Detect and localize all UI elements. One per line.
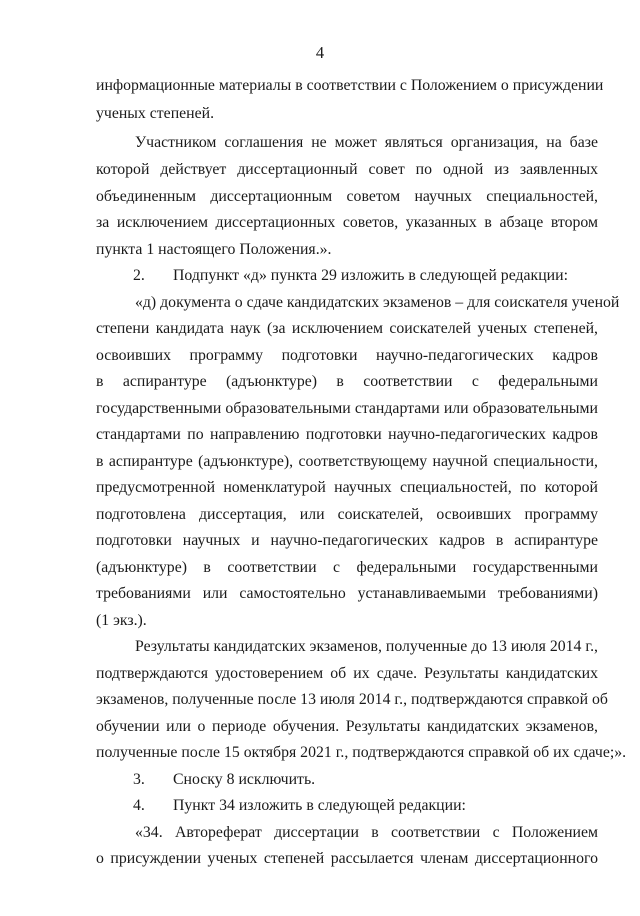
- text-line: подготовки научных и научно-педагогических кадров в аспирантуре: [96, 532, 598, 549]
- text-line: за исключением диссертационных советов, указанных в абзаце втором: [96, 214, 598, 231]
- text-line: подтверждаются удостоверением об их сдаче. Результаты кандидатских: [96, 665, 598, 682]
- text-line: пункта 1 настоящего Положения.».: [96, 241, 332, 258]
- item-number: 4.: [133, 797, 145, 814]
- text-line: государственными образовательными стандартами или образовательными: [96, 400, 598, 417]
- text-line: степени кандидата наук (за исключением соискателей ученых степеней,: [96, 320, 598, 337]
- text-line: в аспирантуре (адъюнктуре), соответствующему научной специальности,: [96, 453, 598, 470]
- text-line: предусмотренной номенклатурой научных специальностей, по которой: [96, 479, 598, 496]
- item-number: 3.: [133, 771, 145, 788]
- item-text: Сноску 8 исключить.: [173, 771, 316, 788]
- text-line: в аспирантуре (адъюнктуре) в соответствии с федеральными: [96, 373, 598, 390]
- text-line: полученные после 15 октября 2021 г., подтверждаются справкой об их сдаче;».: [96, 744, 627, 761]
- text-line: «34. Автореферат диссертации в соответствии с Положением: [135, 824, 598, 841]
- text-line: освоивших программу подготовки научно-педагогических кадров: [96, 347, 598, 364]
- text-line: Результаты кандидатских экзаменов, полученные до 13 июля 2014 г.,: [135, 638, 598, 655]
- text-line: Участником соглашения не может являться организация, на базе: [135, 134, 598, 151]
- text-line: ученых степеней.: [96, 105, 215, 122]
- text-line: требованиями или самостоятельно устанавливаемыми требованиями): [96, 585, 598, 602]
- text-line: подготовлена диссертация, или соискателей, освоивших программу: [96, 506, 598, 523]
- text-line: стандартами по направлению подготовки научно-педагогических кадров: [96, 426, 598, 443]
- text-line: «д) документа о сдаче кандидатских экзаменов – для соискателя ученой: [135, 294, 620, 311]
- item-text: Пункт 34 изложить в следующей редакции:: [173, 797, 466, 814]
- text-line: о присуждении ученых степеней рассылается членам диссертационного: [96, 850, 598, 867]
- text-line: (адъюнктуре) в соответствии с федеральными государственными: [96, 559, 598, 576]
- text-line: обучении или о периоде обучения. Результаты кандидатских экзаменов,: [96, 718, 598, 735]
- text-line: которой действует диссертационный совет по одной из заявленных: [96, 161, 598, 178]
- page-number: 4: [315, 43, 325, 62]
- item-text: Подпункт «д» пункта 29 изложить в следующей редакции:: [173, 267, 568, 284]
- text-line: экзаменов, полученные после 13 июля 2014 г., подтверждаются справкой об: [96, 691, 608, 708]
- text-line: информационные материалы в соответствии с Положением о присуждении: [96, 77, 604, 94]
- item-number: 2.: [133, 267, 145, 284]
- text-line: (1 экз.).: [96, 612, 147, 629]
- text-line: объединенным диссертационным советом научных специальностей,: [96, 188, 598, 205]
